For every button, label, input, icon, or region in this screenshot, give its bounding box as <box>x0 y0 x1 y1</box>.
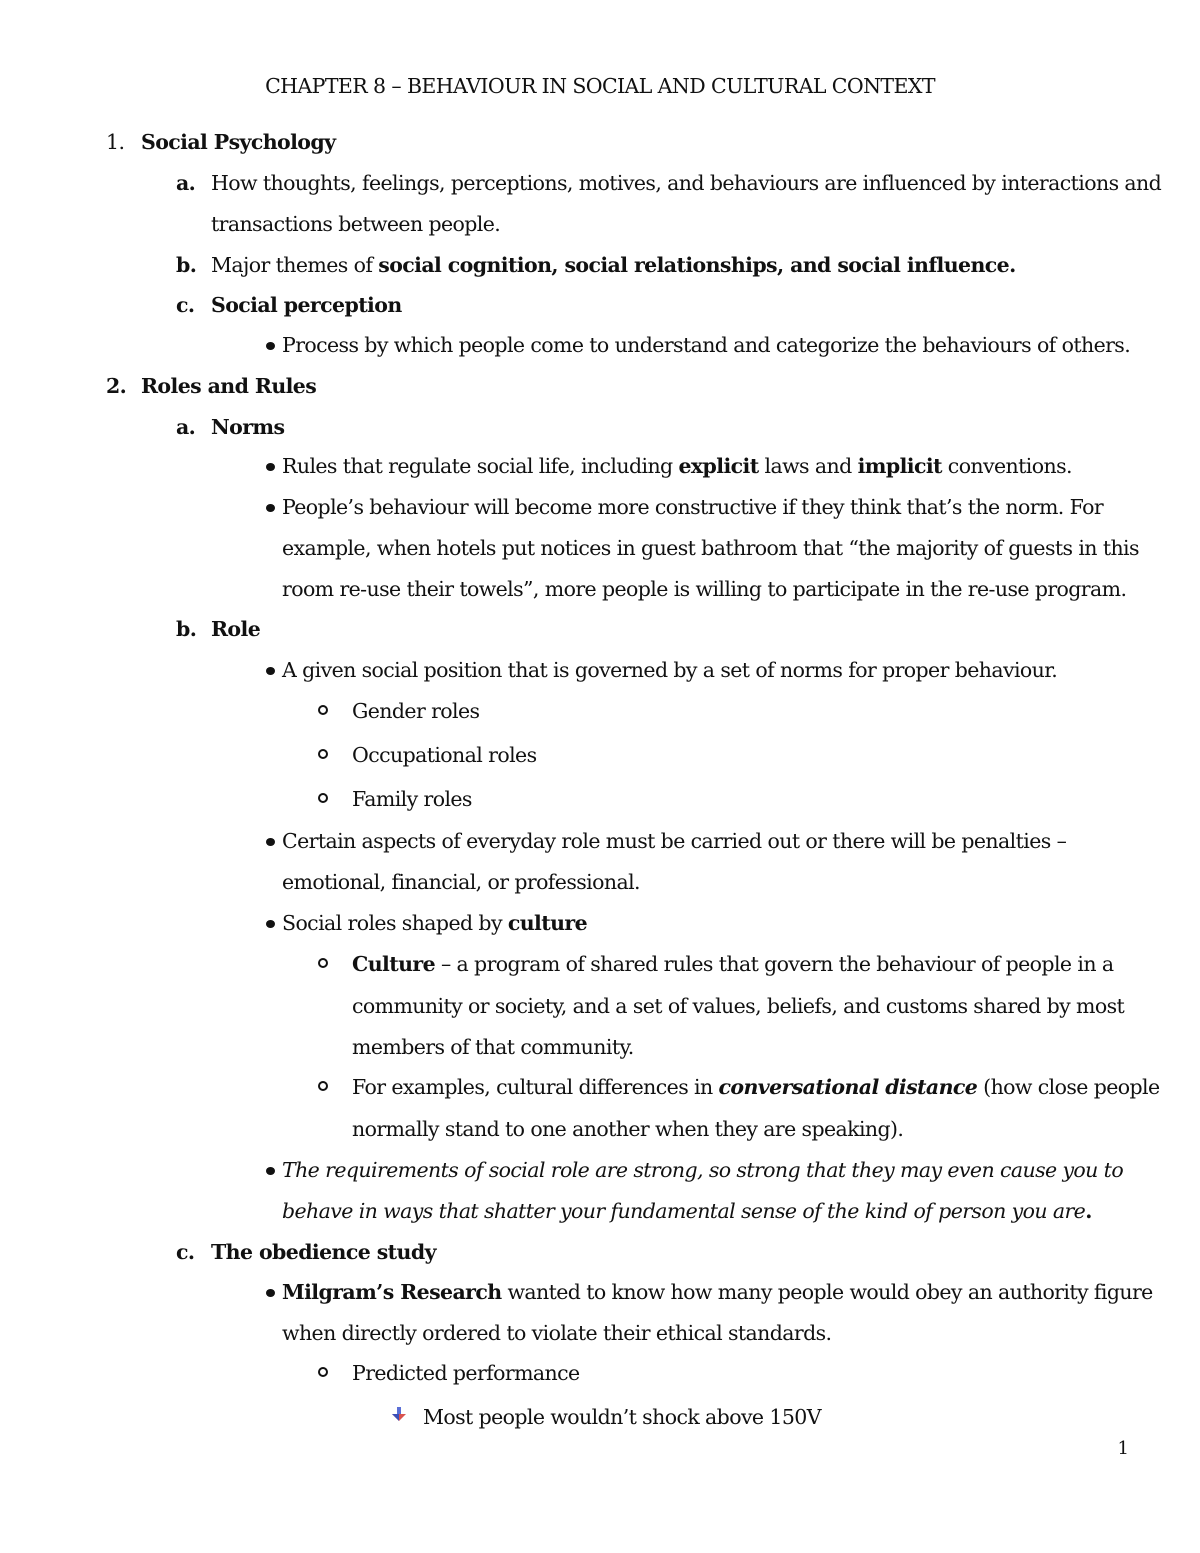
predicted-sub-item: Most people wouldn’t shock above 150V <box>423 1405 821 1429</box>
circle-bullet-icon <box>318 749 328 759</box>
role-bullet-3: Social roles shaped by culture <box>266 909 587 937</box>
section-2-number: 2. <box>106 374 127 398</box>
role-bullet-4-line1: The requirements of social role are strong, so strong that they may even cause you to <box>266 1156 1123 1184</box>
bullet-icon <box>266 1167 275 1175</box>
item-2b-heading: Role <box>211 617 261 641</box>
circle-bullet-icon <box>318 958 328 968</box>
bullet-icon <box>266 463 275 471</box>
role-bullet-2-line1: Certain aspects of everyday role must be carried out or there will be penalties – <box>266 827 1066 855</box>
item-2c-heading: The obedience study <box>211 1240 436 1264</box>
culture-definition-line3: members of that community. <box>352 1035 634 1059</box>
role-bullet-4-line2: behave in ways that shatter your fundamental sense of the kind of person you are. <box>282 1199 1092 1223</box>
item-2a-label: a. <box>176 415 196 439</box>
norms-bullet-2-line1: People’s behaviour will become more constructive if they think that’s the norm. For <box>266 493 1103 521</box>
culture-definition-line2: community or society, and a set of values, beliefs, and customs shared by most <box>352 994 1125 1018</box>
circle-bullet-icon <box>318 793 328 803</box>
bullet-icon <box>266 920 275 928</box>
item-1b-text: Major themes of social cognition, social relationships, and social influence. <box>211 253 1016 277</box>
milgram-bullet-line2: when directly ordered to violate their ethical standards. <box>282 1321 832 1345</box>
role-bullet-1: A given social position that is governed by a set of norms for proper behaviour. <box>266 656 1057 684</box>
circle-bullet-icon <box>318 1081 328 1091</box>
arrow-bullet-icon <box>391 1406 407 1422</box>
norms-bullet-1: Rules that regulate social life, including explicit laws and implicit conventions. <box>266 452 1072 480</box>
predicted-performance: Predicted performance <box>352 1361 580 1385</box>
bullet-icon <box>266 667 275 675</box>
social-perception-bullet: Process by which people come to understand and categorize the behaviours of others. <box>266 331 1130 359</box>
item-1a-text-line1: How thoughts, feelings, perceptions, motives, and behaviours are influenced by interactions and <box>211 171 1162 195</box>
bullet-icon <box>266 838 275 846</box>
page-number: 1 <box>1117 1438 1129 1459</box>
role-sub-item: Family roles <box>352 787 472 811</box>
page-title: CHAPTER 8 – BEHAVIOUR IN SOCIAL AND CULTURAL CONTEXT <box>265 74 935 98</box>
item-1b-label: b. <box>176 253 197 277</box>
role-sub-item: Gender roles <box>352 699 480 723</box>
item-2c-label: c. <box>176 1240 195 1264</box>
item-2a-heading: Norms <box>211 415 285 439</box>
circle-bullet-icon <box>318 705 328 715</box>
role-sub-item: Occupational roles <box>352 743 537 767</box>
bullet-icon <box>266 504 275 512</box>
bullet-icon <box>266 342 275 350</box>
bullet-icon <box>266 1289 275 1297</box>
section-1-number: 1. <box>106 130 125 154</box>
item-1c-heading: Social perception <box>211 293 402 317</box>
section-1-heading: Social Psychology <box>141 130 336 154</box>
milgram-bullet-line1: Milgram’s Research wanted to know how many people would obey an authority figure <box>266 1278 1153 1306</box>
item-1a-label: a. <box>176 171 196 195</box>
role-bullet-2-line2: emotional, financial, or professional. <box>282 870 640 894</box>
item-1c-label: c. <box>176 293 195 317</box>
item-1a-text-line2: transactions between people. <box>211 212 501 236</box>
culture-definition-line1: Culture – a program of shared rules that govern the behaviour of people in a <box>352 952 1114 976</box>
norms-bullet-2-line2: example, when hotels put notices in guest bathroom that “the majority of guests in this <box>282 536 1139 560</box>
section-2-heading: Roles and Rules <box>141 374 317 398</box>
conversational-distance-line2: normally stand to one another when they are speaking). <box>352 1117 904 1141</box>
circle-bullet-icon <box>318 1367 328 1377</box>
conversational-distance-line1: For examples, cultural differences in conversational distance (how close people <box>352 1075 1160 1099</box>
norms-bullet-2-line3: room re-use their towels”, more people is willing to participate in the re-use program. <box>282 577 1127 601</box>
item-2b-label: b. <box>176 617 197 641</box>
